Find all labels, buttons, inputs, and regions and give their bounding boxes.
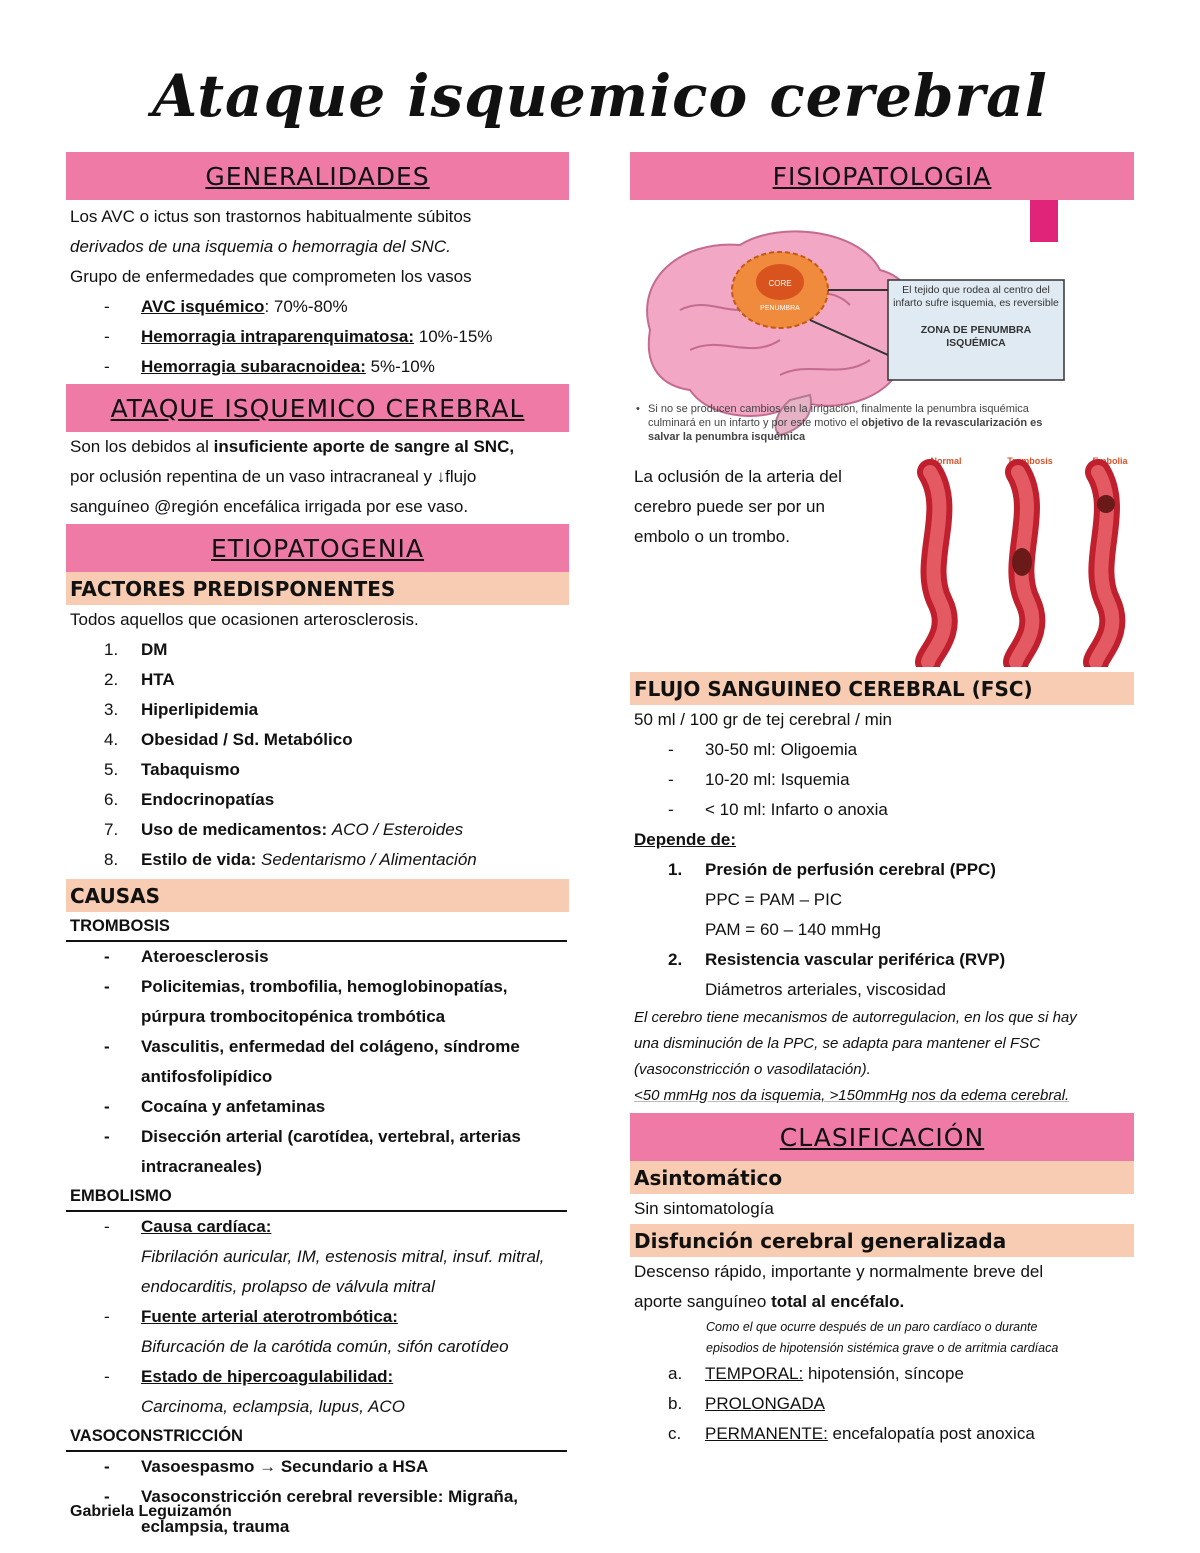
author-footer: Gabriela Leguizamón (70, 1503, 232, 1520)
list-item: 8. Estilo de vida: Sedentarismo / Alimentación (104, 850, 477, 869)
vasoconstriccion-title: VASOCONSTRICCIÓN (66, 1422, 567, 1452)
trombosis-title: TROMBOSIS (66, 912, 567, 942)
list-item-value: 10%-15% (414, 327, 493, 346)
list-item: 2. Resistencia vascular periférica (RVP) (668, 950, 1006, 969)
fsc-note-2: una disminución de la PPC, se adapta para mantener el FSC (634, 1035, 1041, 1052)
list-item: - Vasoconstricción cerebral reversible: Migraña, eclampsia, trauma (66, 1482, 569, 1542)
section-header-etiopatogenia: ETIOPATOGENIA (66, 524, 569, 572)
oclusion-text: La oclusión de la arteria del cerebro puede ser por un embolo o un trombo. (634, 467, 842, 546)
disfuncion-note-2: episodios de hipotensión sistémica grave o de arritmia cardíaca (706, 1341, 1059, 1355)
page-title: Ataque isquemico cerebral (152, 62, 1048, 130)
embolismo-list (66, 1212, 569, 1422)
list-item (66, 352, 569, 382)
callout-title: ZONA DE PENUMBRA ISQUÉMICA (920, 324, 1032, 349)
brain-figure (630, 200, 1134, 452)
list-item: - Fuente arterial aterotrombótica: Bifurcación de la carótida común, sifón carotídeo (66, 1302, 569, 1362)
list-item: 1. Presión de perfusión cerebral (PPC) (668, 860, 996, 879)
fsc-note-1: El cerebro tiene mecanismos de autorregulacion, en los que si hay (634, 1009, 1077, 1026)
list-item: PPC = PAM – PIC (705, 890, 843, 909)
factores-list (66, 635, 569, 875)
right-column (630, 152, 1134, 1449)
pink-tab-decoration (1030, 200, 1058, 242)
ataque-line-1b: insuficiente aporte de sangre al SNC, (213, 437, 515, 456)
generalidades-line-2-text: derivados de una isquemia o hemorragia del SNC. (70, 237, 451, 256)
embolismo-title: EMBOLISMO (66, 1182, 567, 1212)
list-item: - Causa cardíaca: Fibrilación auricular, IM, estenosis mitral, insuf. mitral, endocarditis, prolapso de válvula mitral (66, 1212, 569, 1302)
list-item: 7. Uso de medicamentos: ACO / Esteroides (104, 820, 464, 839)
vessel-label-embolia: Embolia (1092, 456, 1128, 466)
list-item: - < 10 ml: Infarto o anoxia (630, 795, 1134, 825)
list-item: - Ateroesclerosis (66, 942, 569, 972)
list-item: - Vasoespasmo → Secundario a HSA (66, 1452, 569, 1482)
vessel-label-normal: Normal (930, 456, 962, 466)
list-item: 1. DM (104, 640, 168, 659)
thrombus (1012, 548, 1032, 576)
generalidades-line-1: Los AVC o ictus son trastornos habitualmente súbitos (70, 207, 472, 226)
vasoconstriccion-list (66, 1452, 569, 1542)
fisiopatologia-bullet: • Si no se producen cambios en la irrigación, finalmente la penumbra isquémica culminará en un infarto y por este motivo el objetivo de la revascularización es salvar la penumbra isquémica (636, 403, 1043, 443)
list-item: b. PROLONGADA (668, 1394, 825, 1413)
trombosis-list (66, 942, 569, 1182)
vessels-diagram (900, 452, 1140, 667)
list-item: - Policitemias, trombofilia, hemoglobinopatías, púrpura trombocitopénica trombótica (66, 972, 569, 1032)
list-item: 5. Tabaquismo (104, 760, 240, 779)
list-item: - Estado de hipercoagulabilidad: Carcinoma, eclampsia, lupus, ACO (66, 1362, 569, 1422)
section-header-clasificacion: CLASIFICACIÓN (630, 1113, 1134, 1161)
bullet-dot: • (636, 403, 640, 415)
list-item: 3. Hiperlipidemia (104, 700, 259, 719)
section-header-ataque: ATAQUE ISQUEMICO CEREBRAL (66, 384, 569, 432)
list-item: - 30-50 ml: Oligoemia (630, 735, 1134, 765)
penumbra-label: PENUMBRA (760, 305, 800, 312)
list-item: - Vasculitis, enfermedad del colágeno, síndrome antifosfolipídico (66, 1032, 569, 1092)
list-item-label: Hemorragia intraparenquimatosa: (141, 327, 415, 346)
subheader-factores: FACTORES PREDISPONENTES (66, 572, 569, 605)
disfuncion-line-1: Descenso rápido, importante y normalmente breve del (634, 1262, 1044, 1281)
ataque-line-3: sanguíneo @región encefálica irrigada por ese vaso. (70, 497, 469, 516)
list-item: PAM = 60 – 140 mmHg (705, 920, 881, 939)
list-item-value: : 70%-80% (264, 297, 348, 316)
fsc-rate: 50 ml / 100 gr de tej cerebral / min (634, 710, 892, 729)
list-item-label: AVC isquémico (141, 297, 265, 316)
list-item (66, 322, 569, 352)
clasificacion-types (630, 1359, 1134, 1449)
list-item-value: 5%-10% (365, 357, 435, 376)
generalidades-line-2 (66, 232, 569, 262)
factores-intro: Todos aquellos que ocasionen arterosclerosis. (70, 610, 419, 629)
list-item: 4. Obesidad / Sd. Metabólico (104, 730, 353, 749)
disfuncion-note-1: Como el que ocurre después de un paro cardíaco o durante (706, 1320, 1038, 1334)
callout-text-container (892, 284, 1060, 378)
vessel-label-trombosis: Trombosis (1007, 456, 1053, 466)
list-item: Diámetros arteriales, viscosidad (705, 980, 946, 999)
subheader-asintomatico: Asintomático (630, 1161, 1134, 1194)
depende-label: Depende de: (634, 830, 737, 849)
depende-list (630, 855, 1134, 1005)
list-item: - Cocaína y anfetaminas (66, 1092, 569, 1122)
generalidades-line-3: Grupo de enfermedades que comprometen los vasos (70, 267, 472, 286)
disfuncion-line-2: aporte sanguíneo total al encéfalo. (634, 1292, 905, 1311)
list-item: - 10-20 ml: Isquemia (630, 765, 1134, 795)
ataque-line-1 (66, 432, 569, 462)
list-item: c. PERMANENTE: encefalopatía post anoxica (668, 1424, 1035, 1443)
fsc-note-3: (vasoconstricción o vasodilatación). (634, 1061, 871, 1078)
section-header-fisiopatologia: FISIOPATOLOGIA (630, 152, 1134, 200)
generalidades-list (66, 292, 569, 382)
ataque-line-2: por oclusión repentina de un vaso intracraneal y ↓flujo (70, 467, 477, 486)
asintomatico-text: Sin sintomatología (634, 1199, 774, 1218)
list-item: a. TEMPORAL: hipotensión, síncope (668, 1364, 964, 1383)
list-item: 2. HTA (104, 670, 175, 689)
fsc-list (630, 735, 1134, 825)
list-item: - Disección arterial (carotídea, vertebral, arterias intracraneales) (66, 1122, 569, 1182)
embolus (1097, 495, 1115, 513)
subheader-fsc: FLUJO SANGUINEO CEREBRAL (FSC) (630, 672, 1134, 705)
ataque-line-1a: Son los debidos al (70, 437, 214, 456)
subheader-causas: CAUSAS (66, 879, 569, 912)
section-header-generalidades: GENERALIDADES (66, 152, 569, 200)
callout-text: El tejido que rodea al centro del infarto sufre isquemia, es reversible (893, 284, 1059, 309)
oclusion-block (630, 452, 1134, 667)
subheader-disfuncion: Disfunción cerebral generalizada (630, 1224, 1134, 1257)
list-item (66, 292, 569, 322)
list-item: 6. Endocrinopatías (104, 790, 275, 809)
fsc-note-4: <50 mmHg nos da isquemia, >150mmHg nos da edema cerebral. (634, 1087, 1070, 1104)
core-label: CORE (768, 279, 792, 288)
left-column (66, 152, 569, 1542)
list-item-label: Hemorragia subaracnoidea: (141, 357, 366, 376)
